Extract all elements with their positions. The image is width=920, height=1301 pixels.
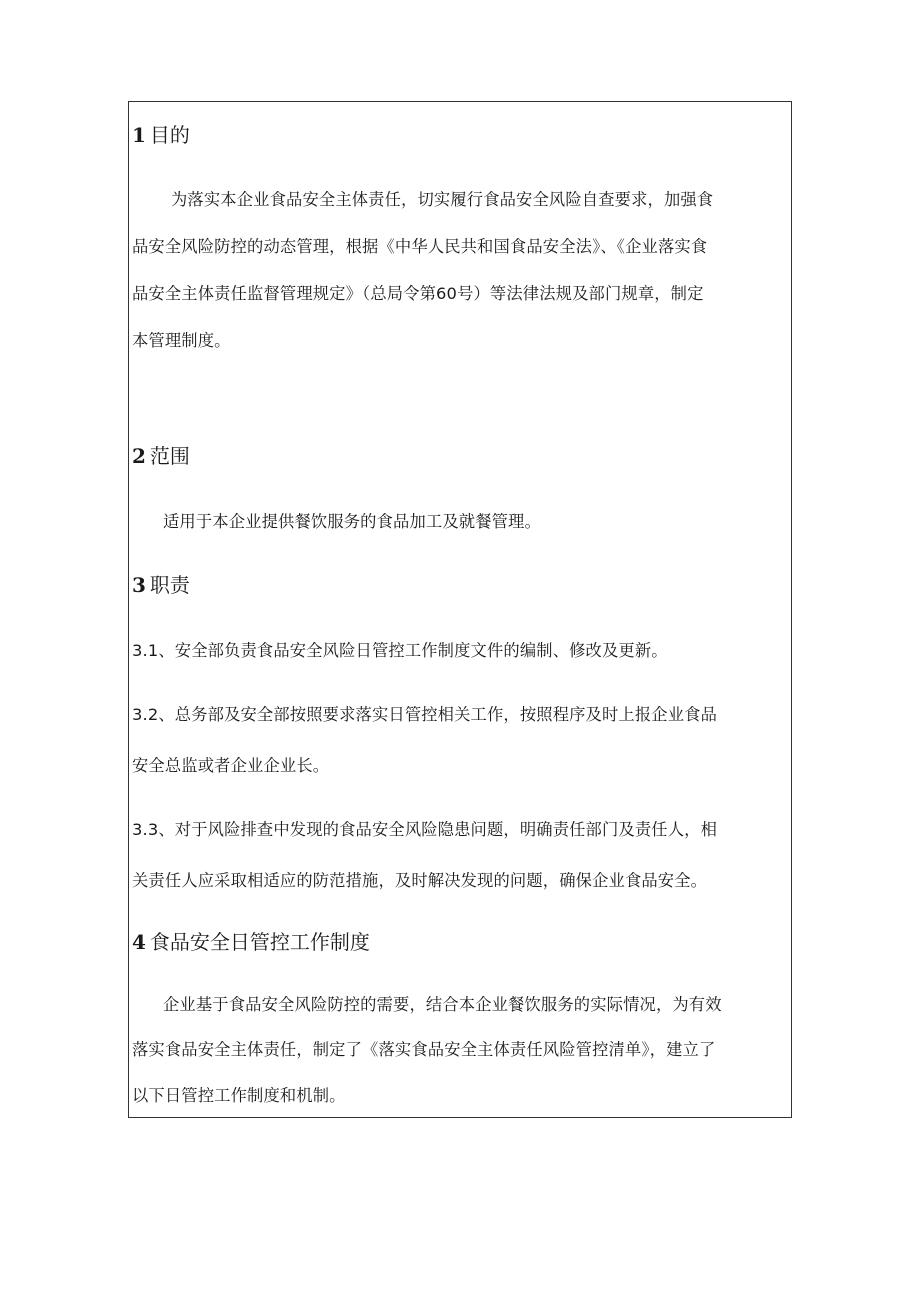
section-1-heading: [129, 123, 791, 147]
section-3-item-1-line-1: 3.1、安全部负责食品安全风险日管控工作制度文件的编制、修改及更新。: [132, 641, 668, 660]
section-3-number: 3: [132, 573, 146, 597]
section-4-title: 食品安全日管控工作制度: [149, 930, 370, 954]
section-1-line-4: 本管理制度。: [132, 331, 231, 350]
section-3-item-3-line-1: 3.3、对于风险排查中发现的食品安全风险隐患问题，明确责任部门及责任人，相: [132, 820, 718, 839]
section-1-title: 目的: [149, 123, 190, 147]
section-2-heading: [129, 444, 791, 468]
section-1-number: 1: [132, 123, 146, 147]
section-4-number: 4: [132, 930, 146, 954]
section-2-title: 范围: [149, 444, 190, 468]
section-3-item-2-line-2: 安全总监或者企业企业长。: [132, 756, 330, 775]
section-3-item-3-line-2: 关责任人应采取相适应的防范措施，及时解决发现的问题，确保企业食品安全。: [132, 871, 708, 890]
section-3-heading: [129, 573, 791, 597]
section-2-line-1: 适用于本企业提供餐饮服务的食品加工及就餐管理。: [163, 512, 541, 531]
section-1-line-1: 为落实本企业食品安全主体责任，切实履行食品安全风险自查要求，加强食: [171, 190, 714, 209]
section-2-number: 2: [132, 444, 146, 468]
section-1-line-3: 品安全主体责任监督管理规定》（总局令第60号）等法律法规及部门规章，制定: [132, 284, 704, 303]
section-4-line-3: 以下日管控工作制度和机制。: [132, 1086, 346, 1105]
section-3-title: 职责: [149, 573, 190, 597]
section-1-line-2: 品安全风险防控的动态管理，根据《中华人民共和国食品安全法》、《企业落实食: [132, 237, 708, 256]
section-4-heading: [129, 930, 791, 954]
section-4-line-1: 企业基于食品安全风险防控的需要，结合本企业餐饮服务的实际情况，为有效: [163, 995, 722, 1014]
section-3-item-2-line-1: 3.2、总务部及安全部按照要求落实日管控相关工作，按照程序及时上报企业食品: [132, 705, 718, 724]
document-frame: [128, 101, 792, 1118]
section-4-line-2: 落实食品安全主体责任，制定了《落实食品安全主体责任风险管控清单》，建立了: [132, 1040, 716, 1059]
